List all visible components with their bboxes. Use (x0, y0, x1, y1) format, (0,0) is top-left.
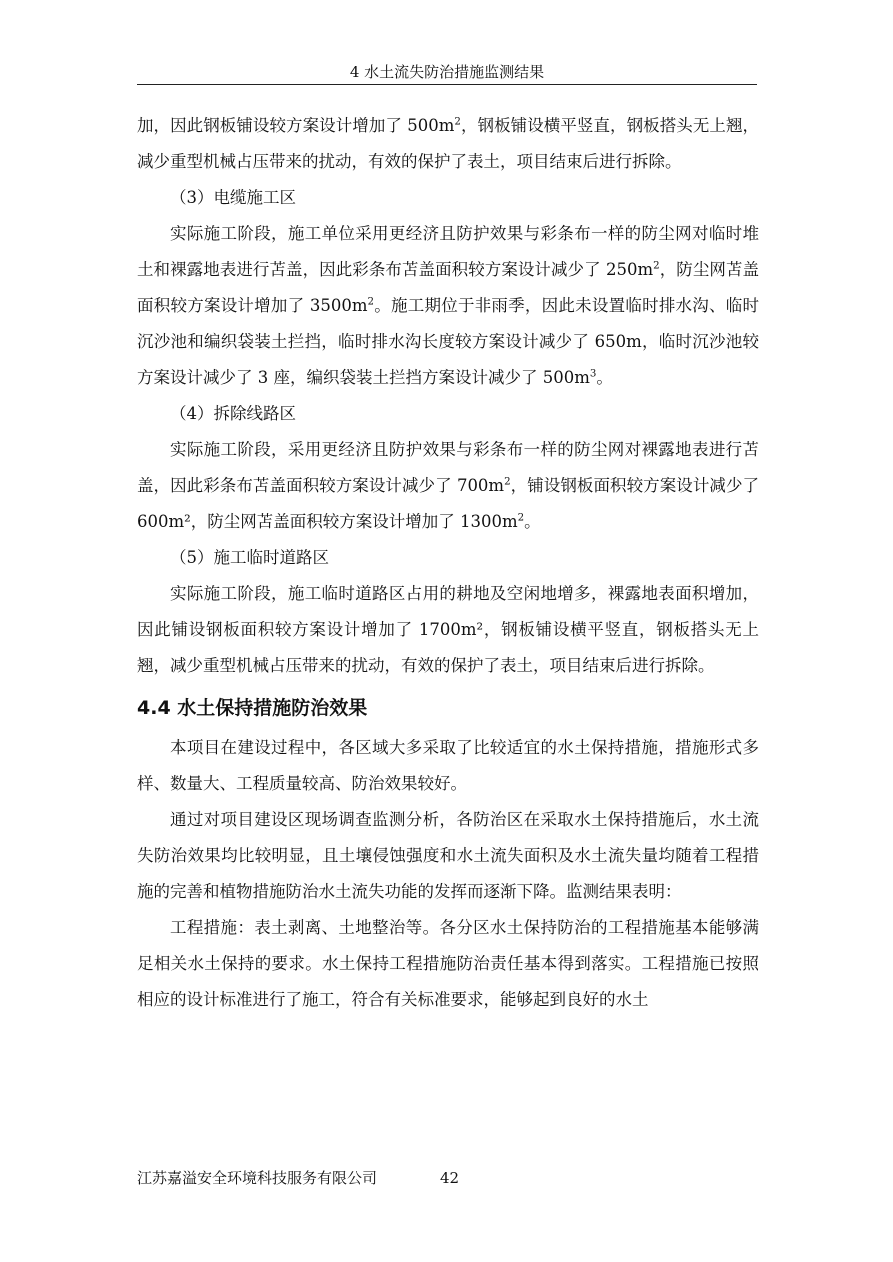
document-body (137, 108, 759, 1018)
header-rule (137, 84, 757, 85)
paragraph-engineering-measures: 工程措施：表土剥离、土地整治等。各分区水土保持防治的工程措施基本能够满足相关水土保持的要求。水土保持工程措施防治责任基本得到落实。工程措施已按照相应的设计标准进行了施工，符合有关标准要求，能够起到良好的水土 (137, 918, 759, 1009)
page-number: 42 (440, 1169, 460, 1187)
paragraph-effect-1: 本项目在建设过程中，各区域大多采取了比较适宜的水土保持措施，措施形式多样、数量大、工程质量较高、防治效果较好。 (137, 738, 759, 793)
subheading-cable-area: （3）电缆施工区 (170, 188, 296, 207)
page-header: 4 水土流失防治措施监测结果 (349, 63, 545, 81)
paragraph-cable-area: 实际施工阶段，施工单位采用更经济且防护效果与彩条布一样的防尘网对临时堆土和裸露地表进行苫盖，因此彩条布苫盖面积较方案设计减少了 $250m^2$，防尘网苫盖面积较方案设计增加了 $3500m^2$。施工期位于非雨季，因此未设置临时排水沟、临时沉沙池和编织袋装土拦挡，临时排水沟长度较方案设计减少了 650m，临时沉沙池较方案设计减少了 3 座，编织袋装土拦挡方案设计减少了 $500m^3$。 (137, 224, 760, 387)
subheading-temp-road: （5）施工临时道路区 (170, 548, 329, 567)
subheading-demolition-line: （4）拆除线路区 (170, 404, 296, 423)
paragraph-temp-road: 实际施工阶段，施工临时道路区占用的耕地及空闲地增多，裸露地表面积增加，因此铺设钢板面积较方案设计增加了 1700m²，钢板铺设横平竖直，钢板搭头无上翘，减少重型机械占压带来的扰动，有效的保护了表土，项目结束后进行拆除。 (137, 584, 759, 675)
footer-company: 江苏嘉溢安全环境科技服务有限公司 (137, 1169, 378, 1187)
section-heading-4-4: 4.4 水土保持措施防治效果 (137, 697, 368, 719)
paragraph-effect-2: 通过对项目建设区现场调查监测分析，各防治区在采取水土保持措施后，水土流失防治效果均比较明显，且土壤侵蚀强度和水土流失面积及水土流失量均随着工程措施的完善和植物措施防治水土流失功能的发挥而逐渐下降。监测结果表明： (137, 810, 759, 901)
page-footer (137, 1168, 460, 1188)
paragraph-demolition-line: 实际施工阶段，采用更经济且防护效果与彩条布一样的防尘网对裸露地表进行苫盖，因此彩条布苫盖面积较方案设计减少了 $700m^2$，铺设钢板面积较方案设计减少了 600m²，防尘网苫盖面积较方案设计增加了 $1300m^2$。 (137, 440, 760, 531)
paragraph-1: 加，因此钢板铺设较方案设计增加了 $500m^2$，钢板铺设横平竖直，钢板搭头无上翘，减少重型机械占压带来的扰动，有效的保护了表土，项目结束后进行拆除。 (137, 116, 759, 171)
